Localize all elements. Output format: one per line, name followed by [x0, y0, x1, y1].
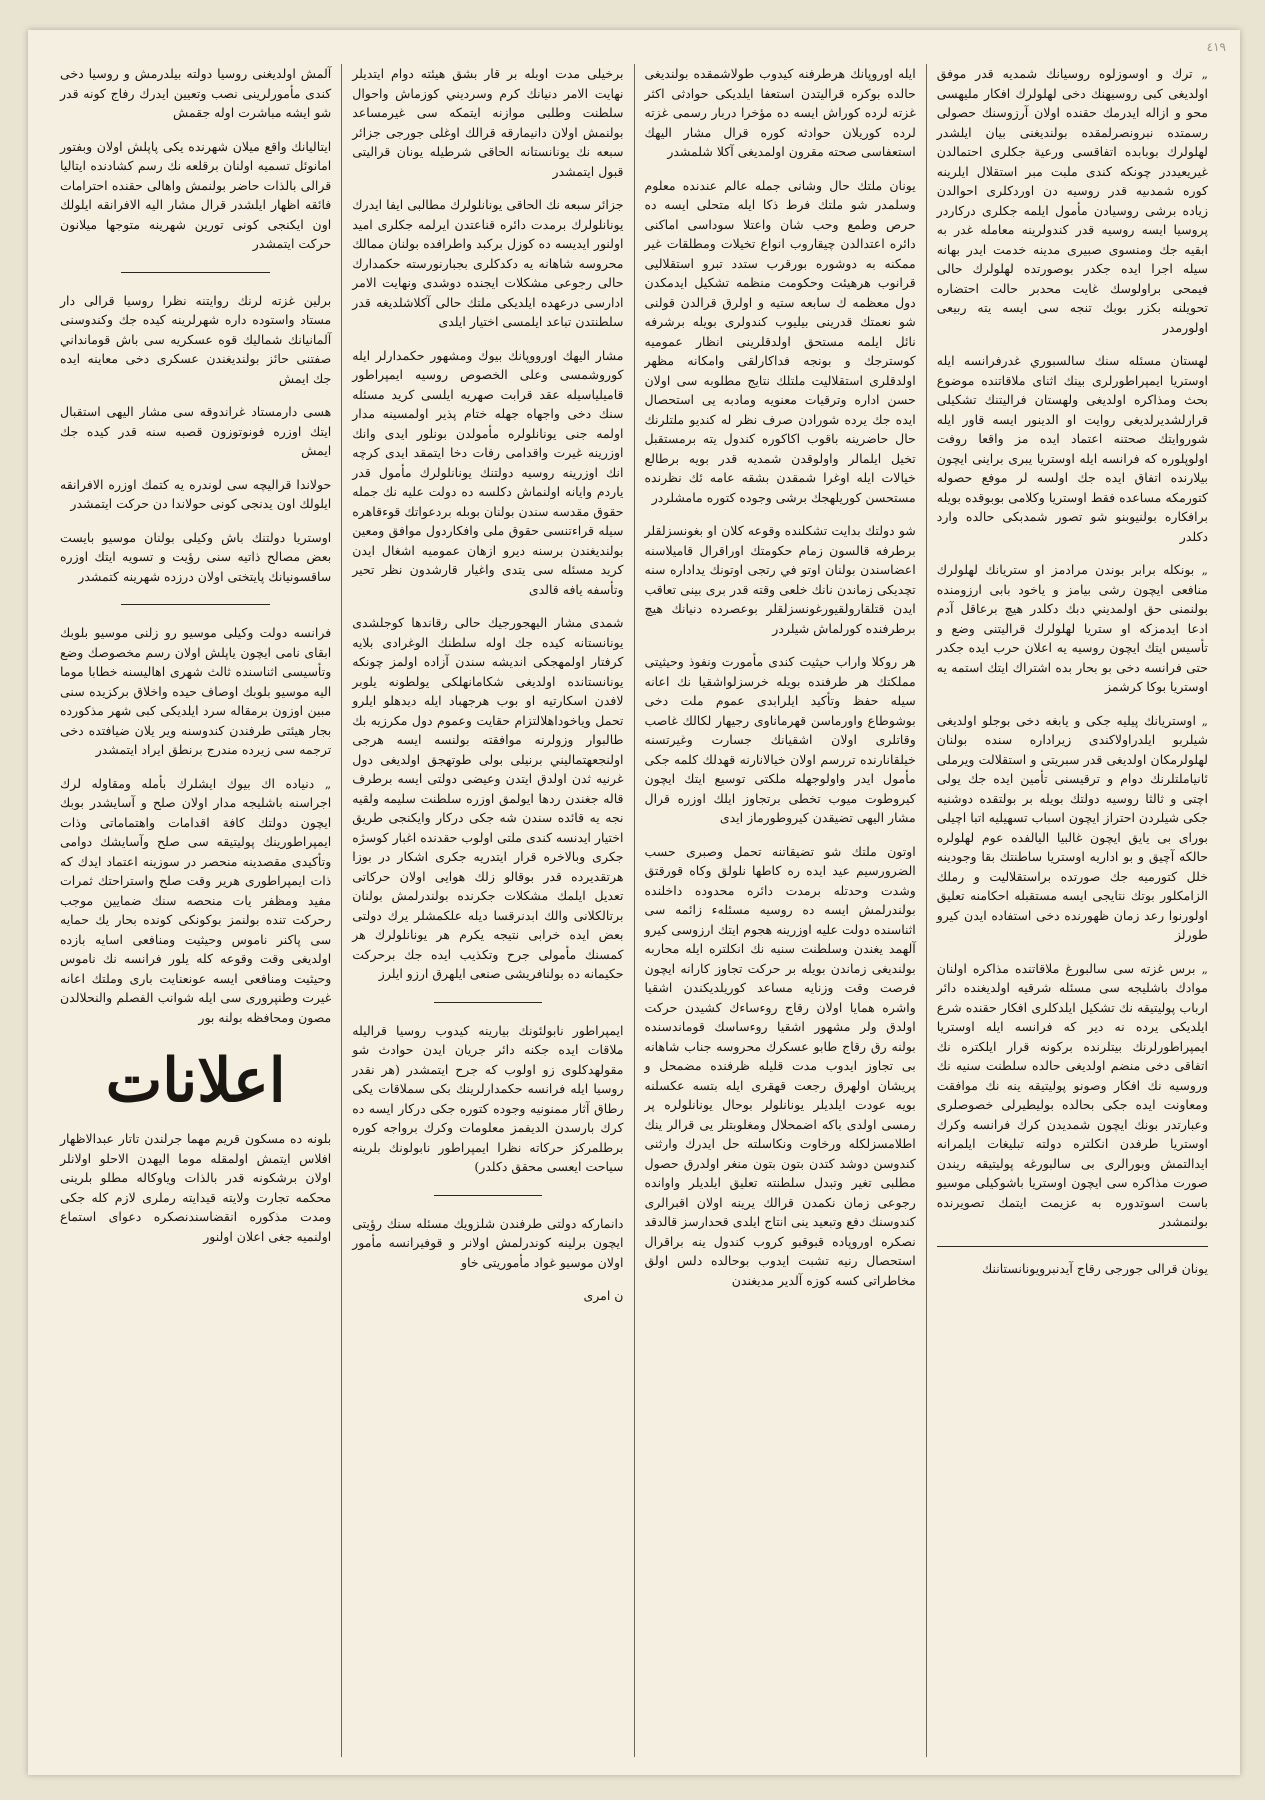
article-paragraph: „ ترك و اوسوزلوه روسيانك شمديه قدر موفق اولديغى كبى روسيهنك دخى لهلولرك افكار مليهسى محو و ازاله ايدرمك حقنده اولان آرزوسنك حصولى رسمتده نبرونصرلمقده بولنديغنى بيان ايلشدر لهلولرك بوبابده اتفاقسى ورعية جكلرى احتمالدن غيريعيددر چونكه كندى ملبت مبر استقلال ايلرينه كوره شمدىيه قدر روسيه دن اوردكلرى احوالدن زياده برشى روسيادن مأمول ايلمه جكلرى دركاردر پروسيا ايسه روسيه قدر كندولرينه معامله غدر به ابقيه جك ومنسوى صبيرى مدينه خدمت ايدر بهانه سيله اجرا ايده جكدر بوصورتده لهلولرك حالى فيمحى براولوسك غايت محدبر حالت احتضاره تحويلنه بكزر بوبك تنجه سى ايسه يته ربيعى اولورمدر [937, 64, 1208, 337]
ads-heading: اعلانات [105, 1046, 286, 1116]
section-divider [434, 1195, 543, 1196]
column-2 [634, 64, 926, 1757]
column-1 [926, 64, 1218, 1757]
article-paragraph: هسى دارمستاد غراندوقه سى مشار اليهى استقبال ايتك اوزره فونوتوزون قصبه سنه قدر كيده جك ايمش [60, 404, 332, 458]
article-paragraph: „ اوستريانك پيليه جكى و يابغه دخى بوجلو اولديغى شيلربو ايلدراولاكندى زيراداره سنده بولنان لهلولرمكان اولديغى قدر سبريتى و استقلالت ويرملى ئانياملتلرنك دوام و ترقيسنى تأمين ايده جك يولى اچتى و ثالثا روسيه دولتك بويله بر بولتقده دوشنيه جكى شيلردن احتراز ايچون اسباب تسهيليه اتبا اچيلى بوراى بى يايق ايچون غالبيا اليالفده عوم لهلولره حالكه آچيق و بو اداريه اوستريا ساطنتك بقا وجودينه خلل كتورميه جك صورتده براستقلاليت و رملك الزامكلور بوتك نتايجى ايسه مستقبله احكامنه تعليق اولورنوا رعد زمان ظهورنده دخى استفاده ايدن كيرو طورلز [937, 711, 1208, 945]
article-paragraph: يونان ملتك حال وشانى جمله عالم عندنده معلوم وسلمدر شو ملتك فرط ذكا ايله متحلى ايسه ده حرص وطمع وحب شان واعتلا سوداسى اماكنى دائره اعتدالدن چيقاروب انواع تخيلات ومطلقات غير ممكنه به دوشوره بورقرب ستدد تبرو استقلاليى قرانوب هرهيئت وحكومت منظمه تشكيل ايدمكدن دول معظمه ك سابعه ستيه و اولرق قرالدن قولنى شو نعمتك قدرينى بيليوب كندولرى بويله برشرفه نائل ايلمه مستحق اولدقلرينى انظار عموميه كوسترجك و بونجه فداكارلقى وامكانه مظهر اولدقلرى استقلاليت ملتلك نتايج مطلوبه سى اولان حسن اداره وترقيات معنويه ومادبه يى استحصال ايده جك يرده شورادن صرف نظر له كنديو ملتلرنك حال حاضرينه باقوب اكاكوره كندول يته برمستقبل تخيل ايلمالر واولوقدن شمديه قدر بويه برطالع خيالات ايله اوغرا شمقدن بشقه عامه ئك نظرنده مستحسن كوريلهجك برشى وجوده كتوره مامشلردر [644, 177, 916, 505]
article-paragraph: شمدى مشار اليهجورجيك حالى رقاندها كوجلشدى يونانستانه كيده جك اوله سلطنك الوغرادى بلايه كرفتار اولمهجكى انديشه سندن آزاده اولمز چونكه يونانستانده اولديغى شكامانهلكى يولطونه يلوبر لافدن اسكارتيه او بوب هرجهباد ايله ديدهلو ايلرو تحمل وياخوداهلالتزام حقايت وعموم دول مكرزيه بك طالبوار وزولرنه موافقته بولنسه ايسه هرجى اولنجعهتماليني برنيلى بولى طوتهجق اولديغى دول غرنيه ثدن اولدق ايتدن وعيضى دولتى ايسه برطرف قاله جغندن ردها ايولمق اوزره سلطنت سليمه ولقيه نجه يه قائده سندن شه جكى دركار وايكنجى طريق اختيار ايدنسه كندى ملتى اولوب حقدنده اغبار كوسژه جكرى وبالاخره قرار ايتدريه جكرى اشكار در بوزا هرتقديرده قدر بوقالو زلك هوايى اولان حركاتى تعديل ايلمك مشكلات جكرنده بولندرلمش بولنان برتالكلانى والك ابدنرقسا ديله علكمشلر يرك دولتى بعض ايده خرابى نتيجه يكرم هر يونانلولرك هر كمسنك مأمولى جرح وتكذيب ايده جك برحركت حكيمانه ده بولنافريشى صنعى ايلهرق ارزو ايلرز [352, 615, 624, 981]
article-paragraph: برخيلى مدت اوبله بر قار بشق هيئته دوام ايتديلر نهايت الامر دنيانك كرم وسرديني كوزماش واحوال سلطنت وطلبى موازنه ايتمكه سى غيرمساعد بولنمش اولان دانيمارقه قرالك اوغلى جورجى جزائر سبعه نك يونانستانه الحاقى شرطيله يونان قراليتى قبول ايتمشدر [352, 66, 624, 179]
article-paragraph: حولاندا قراليچه سى لوندره يه كتمك اوزره الافرانقه ايلولك اون يدنجى كونى حولاندا دن حركت ايتمشدر [60, 476, 332, 511]
article-paragraph: هر روكلا واراب حيثيت كندى مأمورت ونفوذ وحيثيتى مملكتك هر طرفنده بويله خرسزلواشقيا نك اعانه سيله حفظ وتأكيد ايلرابدى عموم ملت دخى بوشوطاع واورماسن قهرماناوى رجيهار لكالك غاصب وقاتلرى اولان اشقيانك جسارت وغيرتسنه خيلقانارنده تررسم اولان خيالانارنه قهدلك كلمه جكى مأمول ايدر واولوجهله ملكتى توسيع ايتك ايچون كيروطوت ميوب تخطى برتجاوز ايلك اوزره قرال مشار اليهى تضيقدن كيروطورماز ايدى [644, 654, 916, 825]
section-divider [434, 1002, 543, 1003]
page-number: ٤١٩ [1206, 40, 1226, 54]
article-paragraph: مشار اليهك اورووپانك بيوك ومشهور حكمدارلر ايله كوروشمسى وعلى الخصوص روسيه ايمپراطور قاميلياسيله عقد قرابت صهريه ايلسى كريد مسئله سنك دخى واجهاه جهله ختام پذير اولمسينه مدار اولمه جنى يونانلولره مأمولدن بونلور ايدى وانك اوزرينه غيرت واقدامى رفات دخا ايتمقد ايدى كرچه انك اوزرينه روسيه دولتنك يونانلولرك مأمول قدر ياردم وايانه اولنماش دكلسه ده دولت عليه نك جمله حقوق مقدسه سندن بولنان بوبله بردعواتك قوءقاهره سيله قراءتنسى حقوق ملى وافكاردول موافق ومعين بولنديغندن برسنه ديرو ازهان عموميه اشغال ايدن كريد مسئله سى يتدى واغيار قارشدون نظر تحير وتأسفه يافه قالدى [352, 347, 624, 597]
article-paragraph: لهستان مسئله سنك سالسبوري غدرفرانسه ايله اوستريا ايمپراطورلرى بينك اثناى ملاقاتنده موضوع بحث ومذاكره اولديغى ولهستان فراليتنك تشكيلى قرارلشديرلديغى روايت او الدينور ايسه قاور ايله شوروايتك صحتنه اعتماد ايده مز واقعا روفت اولوپلوره كه فرانسه ايله اوستريا يبرى براينى ايچون بيلارنده اتفاق ايده جك اولسه لر موفع حصوله كتورمكه مساعده فقط اوستريا وكلامى بوبوقده بويله برافكاره بولنيوبنو شو تصور شمدبكى حالده وارد دكلدر [936, 353, 1208, 544]
article-paragraph: „ بونكله برابر بوندن مرادمز او ستريانك لهلولرك منافعى ايچون رشى بيامز و ياخود بابى ارزومنده بولنمنى حق اولمديني دبك دكلدر هيچ برعاقل آدم ادعا ايدمزكه او ستريا لهلولرك قراليتنى وضع و تأسيس ايتك ايچون روسيه يه اعلان حرب ايده جكدر حتى فرانسه دخى بو بحار بده اشتراك ايتك استمه يه اوستريا بوكا كرشمز [937, 560, 1208, 697]
column-4 [50, 64, 341, 1757]
article-paragraph: شو دولتك بدايت تشكلنده وقوعه كلان او بغونسزلقلر برطرفه قالسون زمام حكومتك اوراقرال قاميلاسنه اعضاسندن بولنان اوتو في رتجى اوتونك يداداره سنه تچديكى زماندن نانك خلعى وقته قدر برى بينى تعاقب ايدن قتلقارولقيورغونسزلقلر بوعصرده دنيانك هيچ برطرفنده كورلماش شيلردر [644, 523, 916, 636]
article-paragraph: دانماركه دولتى طرفندن شلزويك مسئله سنك رؤيتى ايچون برلينه كوندرلمش اولانر و قوفيرانسه مأمور اولان موسيو غواد مأموريتى خاو [352, 1215, 624, 1270]
columns [50, 64, 1218, 1757]
speech-quote: „ دنياده اك بيوك ايشلرك بأمله ومقاوله لرك اجراسنه باشليجه مدار اولان صلح و آسايشدر بوبك ايچون دولتك كافة اقدامات واهتماماتى وذات ايمپراطورينك پوليتيقه سى صلح وآسايشك دوامى وتأكيدى مقصدينه منحصر در سوزينه اعتماد ايدك كه ذات ايمپراطوری هرير وقت صلح واستراحتك ثمرات مفيد ومظفر يات منحصه سنك ضمايين موجب رحركت تنده بولنمز بوكونكى كونده بحار يك حمايه سى پاكنر ناموس وحيثيت ومنافعى اسايه بازده اولديغى وقت وقوعه كله يلور فرانسه نك ناموس وحيثيت ومنافعى ايسه عونعنايت بارى وملتك اعانه غيرت وطنپرورى سى ايله شوانب الفصلم والنحلالدن مصون ومحافظه بولنه بور [60, 774, 331, 1028]
article-paragraph: ايمپراطور نابولئونك بيارينه كيدوب روسيا قراليله ملاقات ايده جكنه دائر جريان ايدن حوادث شو مقولهدكلوى زو اولوب كه جرح ايتمشدر (هر نقدر روسيا ايله فرانسه حكمدارلرينك بكى سملاقات يكى رطاق آثار ممنونيه وجوده كتوره جكى دركار ايسه ده كرك بارسدن الديفمز معلومات وكرك برواجه كوره برطلمركز حركاته نظرا ايمپراطور نابولونك بلرينه سياحت ايعسى محقق دكلدر) [352, 1022, 624, 1174]
newspaper-page [28, 30, 1240, 1775]
section-divider [121, 272, 270, 273]
advertisement-text: بلونه ده مسكون قريم مهما جرلندن تاتار عبدالاظهار افلاس ايتمش اولمقله موما اليهدن الاحلو اولانلر اولان برشكونه قدر بالذات وياوكاله مطلو بلرينى محكمه تجارت ولايته قيدايته رملرى لازم كله جكى ومدت مذكوره انقضاسندنصكره دعواى استماع اولنميه جغى اعلان اولنور [60, 1131, 332, 1244]
column-3 [341, 64, 633, 1757]
column-tail: ن امرى [583, 1288, 624, 1303]
article-paragraph: فرانسه دولت وكيلى موسيو رو زلنى موسيو بلوبك ابقاى نامى ايچون ياپلش اولان رسم مخصوصك وضع وتأسيسى اثناسنده ثالث شهرى اهاليسنه خطابا موما اليه موسيو بلوبك اوصاف حيده واخلاق بركزيده سنى مبين اوزون برمقاله سرد ايلديكى كبى شهر مذكورده بجار هيئتى طرفندن كندوسنه وير يلان ضيافتده دخى ترجمه سى زيرده مندرج برنطق ايراد ايتمشدر [60, 625, 332, 757]
column-footer-line: يونان قرالى جورجى رقاج آيدنبرويونانستاننك [937, 1246, 1208, 1279]
article-paragraph: „ برس غزته سى سالبورغ ملاقاتنده مذاكره اولنان موادك باشليجه سى مسئله شرقيه اولديغنده دائر ارباب پوليتيقه نك تشكيل ايلدكلرى افكار حقنده شرع ايلديكى يرده نه دير كه فرانسه ايله اوستريا ايمپراطورلرنك بيتلرنده بركونه قرار ايلكتره نك اتفاقى دخى منضم اولديغى حالده سلطنت سنيه نك وروسيه نك افكار وصونو پوليتيقه ينه نك موافقت ومعاونت ايده جكى بحالده بوليطيرلى خصوصلرى وعبارتدر بونك ايچون شمديدن كرك فرانسه وكرك اوستريا طرفدن انكلتره دولته تبليغات ايلمرانه ايدالتمش وبورالرى بى سالبورغه پوليتيقه ريندن صورت مذاكره سى ايچون اوستريا باشوكيلى موسيو باست اسوتدوره به عزيمت ايتمك تصويرنده بولنمشدر [937, 959, 1208, 1232]
article-paragraph: ايله اوروپانك هرطرفنه كيدوب طولاشمقده بولنديغى حالده بوكره قراليتدن استعفا ايلديكى حوادثى اكثر غزته لرده كوراش ايسه ده مؤخرا دربار رسمى غزته لرده كوريلان حوادثه كوره قرال مشار اليهك استعفاسى صحته مقرون اولمديغى آكلا شلمشدر [644, 66, 916, 159]
article-paragraph: اوستريا دولتنك باش وكيلى بولنان موسيو بايست بعض مصالح ذاتيه سنى رؤيت و تسويه ايتك اوزره ساقسونيانك پايتختى اولان درزده شهرينه كتمشدر [60, 529, 332, 584]
article-paragraph: برلين غزته لرنك روايتنه نظرا روسيا قرالى دار مستاد واستوده داره شهرلرينه كيده جك وكندوسنى آلمانيانك شماليك قوه عسكريه سى باش قومانداني صفتنى حائز بولنديغندن عسكرى دخى معاينه ايده جك ايمش [60, 292, 332, 386]
article-paragraph: جزائر سبعه نك الحاقى يونانلولرك مطالبى ايفا ايدرك يونانلولرك برمدت دائره قناعتدن ايرلمه جكلرى اميد اولنور ايديسه ده كوزل بركبد واطرافده بولنان ممالك محروسه شاهانه يه دكدكلرى بجبارنورسته حكمدارك حالى رجوعى مشكلات ايجنده دوشدى ونهايت الامر ادارسى درعهده ايلديكى ملتك حالى آكلاشلديغه قدر سلطنتدن تباعد ايلمسى اختيار ايلدى [352, 197, 624, 329]
article-paragraph: اوتون ملتك شو تضيقاتنه تحمل وصبرى حسب الضرورسيم عيد ايده ره كاطها نلولق وكاه قورقتق وشدت وحدتله برمدت دائره محدوده داخلنده بولندرلمش ايسه ده روسيه مسئلهء زائمه سى اثناسنده دولت عليه اوزرينه هجوم ايتك ارزوسى كيرو آلهمد يغندن وسلطنت سنيه نك انكلتره ايله محاربه بولنديغى زماندن بويله بر حركت تجاوز كارانه ايچون فرصت وقت وزنايه مساعد كوريلديكندن اشقيا واشره همايا اولان رقاج روءساءك كشيدن حركت اولدق ولر مشهور اشقيا روءساسك قوماندسنده بولنه رق رقاج طابو عسكرك محروسه جناب شاهانه بى تجاوز ايدوب مدت قليله ظرفنده مضمحل و پريشان اولهرق رجعت قهقرى ايله بتسه عكسلنه بويه عودت ايلديلر يونانلولر بوحال يونانلولره پر رمسى اولدى باكه اضمحلال ومغلوبتلر يى قرالر ينك اطلامسزلكله ورخاوت ونكاسلته حل ايدرك وارثنى كندوسن دوشد كتدن بتون بتون منغر اولدرق حصول مطلبى تغير وتبدل سلطنته تعليق ايلديلر واوانده رجوعى زمان نكمدن قرالك يرينه اولان اقبرالرى كندوسنك دفع وتبعيد ينى انتاج ايلدى قحدارسز قالدقد نصكره اوروپاده قبوقبو كروب كندول ينه براقرال استحصال رنيه تشبت ايدوب بوحالده دلس اولق مخاطراتى كسه كوزه آلدير مديغندن [644, 843, 916, 1288]
article-paragraph: آلمش اولديغنى روسيا دولته بيلدرمش و روسيا دخى كندى مأمورلرينى نصب وتعيين ايدرك رفاج كونه قدر شو ايشه مباشرت اوله جقمش [60, 66, 332, 120]
article-paragraph: ايتاليانك واقع ميلان شهرنده يكى پاپلش اولان وبفتور امانوئل تسميه اولنان برقلعه نك رسم كشادنده ايتاليا قرالى بالذات حاضر بولنمش واهالى حقنده احترامات فائقه اظهار ايلشدر قرال مشار اليه الافرانقه ايلولك اون ايكنجى كونى تورين شهرينه متوجها ميلانون حركت ايتمشدر [60, 138, 332, 251]
section-divider [121, 604, 270, 605]
